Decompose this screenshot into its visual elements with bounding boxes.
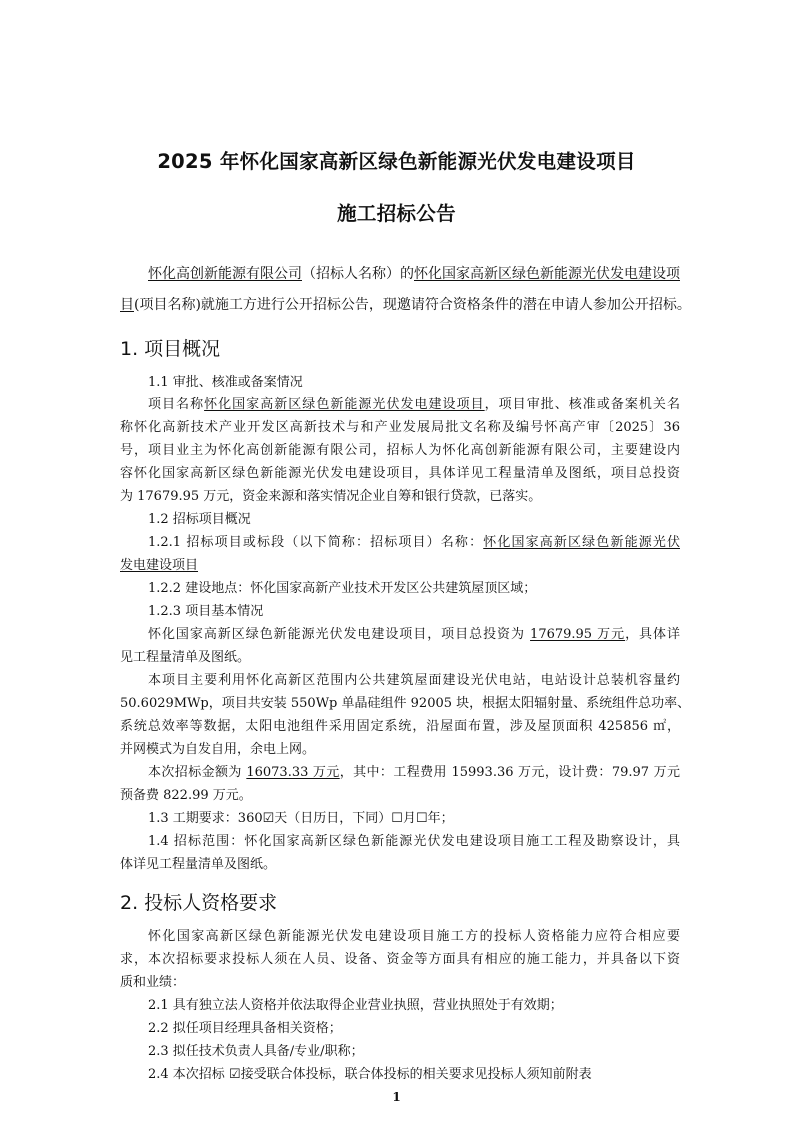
intro-line-2: 目(项目名称)就施工方进行公开招标公告，现邀请符合资格条件的潜在申请人参加公开招标。 [120,297,691,313]
subsection-2-3: 2.3 拟任技术负责人具备/专业/职称； [148,1044,364,1059]
bid-amount: 16073.33 万元 [246,765,340,780]
section-2-heading: 2. 投标人资格要求 [120,892,278,914]
unchecked-box-icon: ☐ [415,811,428,826]
subsection-1-2: 1.2 招标项目概况 [148,512,251,527]
subsection-1-4-line-2: 体详见工程量清单及图纸。 [120,857,277,872]
paragraph-qualification-line-2: 求，本次招标要求投标人须在人员、设备、资金等方面具有相应的施工能力，并具备以下资 [120,952,680,967]
subsection-1-1: 1.1 审批、核准或备案情况 [148,375,303,390]
paragraph-approval-line-4: 容怀化国家高新区绿色新能源光伏发电建设项目，具体详见工程量清单及图纸，项目总投资 [120,466,680,481]
paragraph-bid-amount-line-2: 预备费 822.99 万元。 [120,788,252,803]
subsection-1-2-1-cont: 发电建设项目 [120,558,199,573]
paragraph-investment-line-1: 怀化国家高新区绿色新能源光伏发电建设项目，项目总投资为 17679.95 万元，具体详 [148,627,680,642]
subsection-2-2: 2.2 拟任项目经理具备相关资格； [148,1021,342,1036]
paragraph-approval-line-3: 号，项目业主为怀化高创新能源有限公司，招标人为怀化高创新能源有限公司，主要建设内 [120,443,680,458]
section-1-heading: 1. 项目概况 [120,338,221,360]
paragraph-approval-line-2: 称怀化高新技术产业开发区高新技术与和产业发展局批文名称及编号怀高产审〔2025〕36 [120,420,680,435]
project-name: 怀化国家高新区绿色新能源光伏发电建设项 [414,266,680,282]
page-number: 1 [392,1090,401,1104]
paragraph-investment-line-2: 见工程量清单及图纸。 [120,650,251,665]
paragraph-qualification-line-1: 怀化国家高新区绿色新能源光伏发电建设项目施工方的投标人资格能力应符合相应要 [148,929,680,944]
paragraph-scope-line-2: 50.6029MWp，项目共安装 550Wp 单晶硅组件 92005 块，根据太阳辐射量、系统组件总功率、 [120,696,691,711]
subsection-1-2-1: 1.2.1 招标项目或标段（以下简称：招标项目）名称：怀化国家高新区绿色新能源光伏 [148,535,680,550]
paragraph-bid-amount-line-1: 本次招标金额为 16073.33 万元，其中：工程费用 15993.36 万元，设计费：79.97 万元 [148,765,680,780]
subsection-1-2-2: 1.2.2 建设地点：怀化国家高新产业技术开发区公共建筑屋顶区域； [148,581,537,596]
document-title: 2025 年怀化国家高新区绿色新能源光伏发电建设项目 [157,150,636,173]
checked-box-icon: ☑ [262,811,275,826]
unchecked-box-icon: ☐ [391,811,403,826]
subsection-1-2-3: 1.2.3 项目基本情况 [148,604,264,619]
total-investment: 17679.95 万元 [530,627,626,642]
checked-box-icon: ☑ [228,1067,241,1082]
paragraph-approval-line-1: 项目名称怀化国家高新区绿色新能源光伏发电建设项目，项目审批、核准或备案机关名 [148,397,680,412]
subsection-1-3: 1.3 工期要求：360☑天（日历日，下同）☐月☐年； [148,811,454,826]
paragraph-scope-line-3: 系统总效率等数据，太阳电池组件采用固定系统，沿屋面布置，涉及屋顶面积 425856 ㎡， [120,719,680,734]
subsection-1-4-line-1: 1.4 招标范围：怀化国家高新区绿色新能源光伏发电建设项目施工工程及勘察设计，具 [148,834,680,849]
paragraph-scope-line-4: 并网模式为自发自用，余电上网。 [120,742,316,757]
paragraph-qualification-line-3: 质和业绩： [120,975,186,990]
document-subtitle: 施工招标公告 [337,202,456,225]
intro-line-1: 怀化高创新能源有限公司（招标人名称）的怀化国家高新区绿色新能源光伏发电建设项 [148,266,680,282]
paragraph-scope-line-1: 本项目主要利用怀化高新区范围内公共建筑屋面建设光伏电站，电站设计总装机容量约 [148,673,680,688]
subsection-2-4: 2.4 本次招标 ☑接受联合体投标，联合体投标的相关要求见投标人须知前附表 [148,1067,592,1082]
subsection-2-1: 2.1 具有独立法人资格并依法取得企业营业执照，营业执照处于有效期； [148,998,563,1013]
tenderer-name: 怀化高创新能源有限公司 [148,266,302,282]
paragraph-approval-line-5: 为 17679.95 万元，资金来源和落实情况企业自筹和银行贷款，已落实。 [120,489,542,504]
